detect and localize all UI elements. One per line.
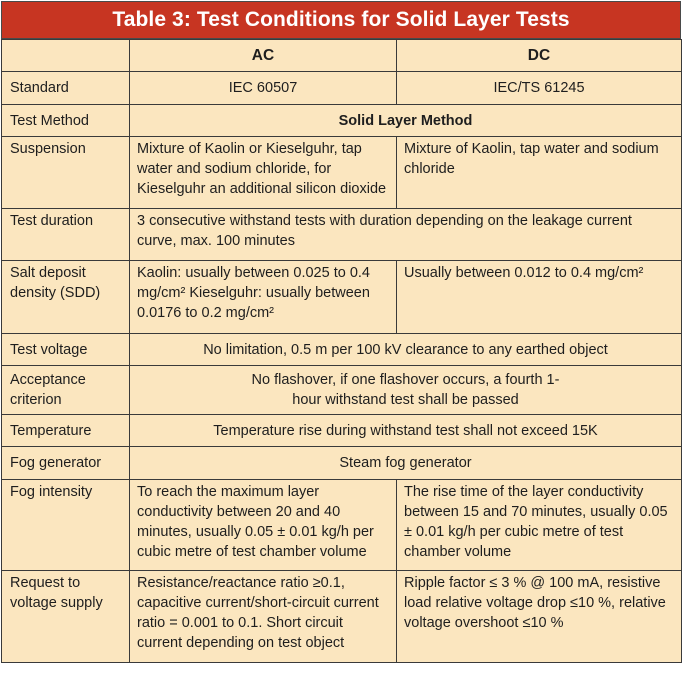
row-label-test-voltage: Test voltage	[2, 334, 130, 366]
row-label-sdd: Salt deposit density (SDD)	[2, 261, 130, 334]
acceptance-value: No flashover, if one flashover occurs, a fourth 1-hour withstand test shall be passed	[130, 366, 682, 415]
voltage-supply-dc: Ripple factor ≤ 3 % @ 100 mA, resistive load relative voltage drop ≤10 %, relative voltage overshoot ≤10 %	[397, 571, 682, 663]
suspension-dc: Mixture of Kaolin, tap water and sodium chloride	[397, 137, 682, 209]
fog-generator-value: Steam fog generator	[130, 447, 682, 480]
row-label-fog-intensity: Fog intensity	[2, 480, 130, 571]
table-row	[2, 72, 682, 105]
table-row	[2, 447, 682, 480]
row-label-standard: Standard	[2, 72, 130, 105]
table-title: Table 3: Test Conditions for Solid Layer Tests	[1, 1, 681, 39]
standard-dc: IEC/TS 61245	[397, 72, 682, 105]
table-row	[2, 415, 682, 447]
voltage-supply-ac: Resistance/reactance ratio ≥0.1, capacitive current/short-circuit current ratio = 0.001 to 0.1. Short circuit current depending on test object	[130, 571, 397, 663]
sdd-dc: Usually between 0.012 to 0.4 mg/cm²	[397, 261, 682, 334]
row-label-temperature: Temperature	[2, 415, 130, 447]
suspension-ac: Mixture of Kaolin or Kieselguhr, tap water and sodium chloride, for Kieselguhr an additional silicon dioxide	[130, 137, 397, 209]
table-row	[2, 209, 682, 261]
test-conditions-table	[1, 39, 682, 663]
test-conditions-table-figure	[1, 1, 681, 677]
header-ac: AC	[130, 40, 397, 72]
header-dc: DC	[397, 40, 682, 72]
table-row	[2, 366, 682, 415]
table-row	[2, 334, 682, 366]
test-duration-value: 3 consecutive withstand tests with duration depending on the leakage current curve, max. 100 minutes	[130, 209, 682, 261]
standard-ac: IEC 60507	[130, 72, 397, 105]
fog-intensity-dc: The rise time of the layer conductivity between 15 and 70 minutes, usually 0.05 ± 0.01 kg/h per cubic metre of test chamber volume	[397, 480, 682, 571]
test-method-value: Solid Layer Method	[130, 105, 682, 137]
test-voltage-value: No limitation, 0.5 m per 100 kV clearance to any earthed object	[130, 334, 682, 366]
row-label-voltage-supply: Request to voltage supply	[2, 571, 130, 663]
row-label-test-duration: Test duration	[2, 209, 130, 261]
header-row	[2, 40, 682, 72]
row-label-acceptance: Acceptance criterion	[2, 366, 130, 415]
table-row	[2, 261, 682, 334]
row-label-fog-generator: Fog generator	[2, 447, 130, 480]
row-label-test-method: Test Method	[2, 105, 130, 137]
row-label-suspension: Suspension	[2, 137, 130, 209]
sdd-ac: Kaolin: usually between 0.025 to 0.4 mg/cm² Kieselguhr: usually between 0.0176 to 0.2 mg/cm²	[130, 261, 397, 334]
header-empty-cell	[2, 40, 130, 72]
table-row	[2, 571, 682, 663]
table-row	[2, 105, 682, 137]
table-row	[2, 137, 682, 209]
temperature-value: Temperature rise during withstand test shall not exceed 15K	[130, 415, 682, 447]
table-row	[2, 480, 682, 571]
fog-intensity-ac: To reach the maximum layer conductivity between 20 and 40 minutes, usually 0.05 ± 0.01 kg/h per cubic metre of test chamber volume	[130, 480, 397, 571]
